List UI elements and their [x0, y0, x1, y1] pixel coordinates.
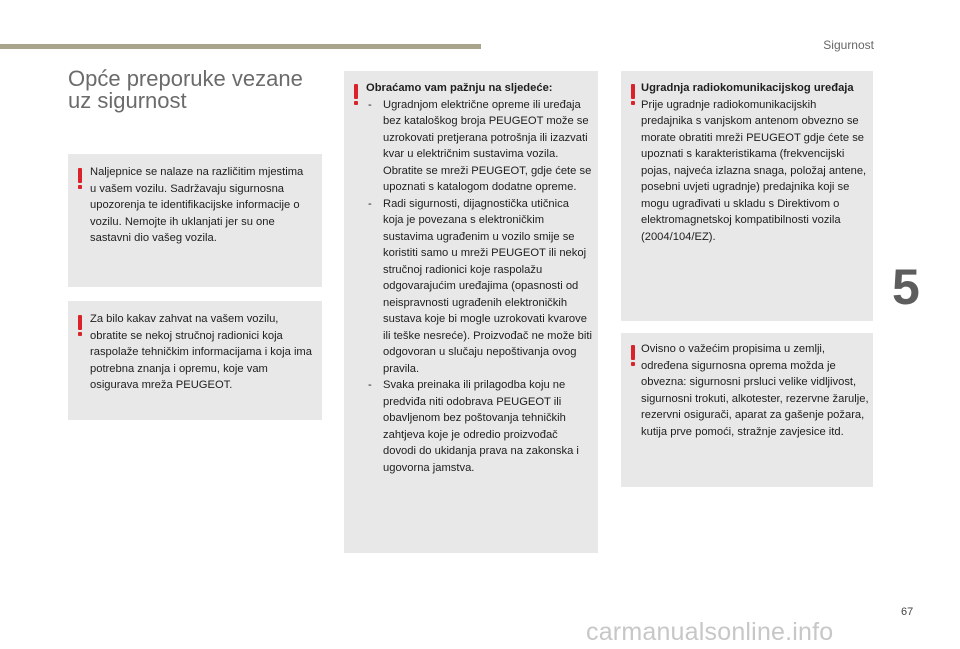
list-item: - Svaka preinaka ili prilagodba koju ne predviđa niti odobrava PEUGEOT ili obavljenom bez poštovanja tehničkih zahtjeva koje je odredio proizvođač dovodi do ukidanja prava na zakonska i ugovorna jamstva. — [366, 377, 592, 476]
warning-list — [366, 97, 592, 477]
title-line-2: uz sigurnost — [68, 88, 187, 113]
section-name: Sigurnost — [823, 38, 874, 52]
warning-box-accessories — [344, 71, 598, 553]
warning-heading: Obraćamo vam pažnju na sljedeće: — [366, 82, 553, 94]
chapter-number: 5 — [892, 259, 920, 315]
page-title — [68, 68, 303, 112]
warning-box-equipment — [621, 333, 873, 487]
warning-icon — [631, 345, 636, 366]
warning-text: Naljepnice se nalaze na različitim mjestima u vašem vozilu. Sadržavaju sigurnosna upozorenja te identifikacijske informacije o vozilu. Nemojte ih uklanjati jer su one sastavni dio vašeg vozila. — [90, 166, 304, 244]
warning-icon — [78, 315, 83, 336]
page-number: 67 — [901, 606, 914, 618]
warning-box-radio — [621, 71, 873, 321]
warning-box-labels — [68, 154, 322, 287]
warning-text: Za bilo kakav zahvat na vašem vozilu, obratite se nekoj stručnoj radionici koja raspolaže tehničkim informacijama i koja ima potrebna znanja i opremu, koje vam osigurava mreža PEUGEOT. — [90, 313, 312, 391]
warning-text: Prije ugradnje radiokomunikacijskih predajnika s vanjskom antenom obvezno se morate obratiti mreži PEUGEOT gdje ćete se upoznati s karakteristikama (frekvencijski pojas, najveća izlazna snaga, položaj antene, posebni uvjeti ugradnje) predajnika koji se mogu ugrađivati u skladu s Direktivom o elektromagnetskoj kompatibilnosti vozila (2004/104/EZ). — [641, 98, 867, 243]
title-line-1: Opće preporuke vezane — [68, 66, 303, 91]
warning-icon — [354, 84, 359, 105]
list-item: - Radi sigurnosti, dijagnostička utičnica koja je povezana s elektroničkim sustavima ugrađenim u vozilo smije se koristiti samo u mreži PEUGEOT ili nekoj stručnoj radionici koje raspolažu odgovarajućim uređajima (opasnosti od neispravnosti ugrađenih elektroničkih sustava koje bi mogle uzrokovati kvarove ili teške nesreće). Proizvođač ne može biti odgovoran u slučaju nepoštivanja ovog pravila. — [366, 196, 592, 378]
warning-box-service — [68, 301, 322, 420]
warning-text: Ovisno o važećim propisima u zemlji, određena sigurnosna oprema možda je obvezna: sigurnosni prsluci velike vidljivost, sigurnosni trokuti, alkotester, rezervne žarulje, rezervni osigurači, aparat za gašenje požara, kutija prve pomoći, stražnje zavjesice itd. — [641, 343, 869, 438]
warning-icon — [631, 84, 636, 105]
warning-icon — [78, 168, 83, 189]
warning-heading: Ugradnja radiokomunikacijskog uređaja — [641, 82, 854, 94]
list-item: - Ugradnjom električne opreme ili uređaja bez kataloškog broja PEUGEOT može se uzrokovati pretjerana potrošnja ili izazvati kvar u električnim sustavima vozila. Obratite se mreži PEUGEOT, gdje ćete se upoznati s katalogom dodatne opreme. — [366, 97, 592, 196]
watermark: carmanualsonline.info — [586, 618, 834, 646]
header-bar — [0, 44, 481, 49]
